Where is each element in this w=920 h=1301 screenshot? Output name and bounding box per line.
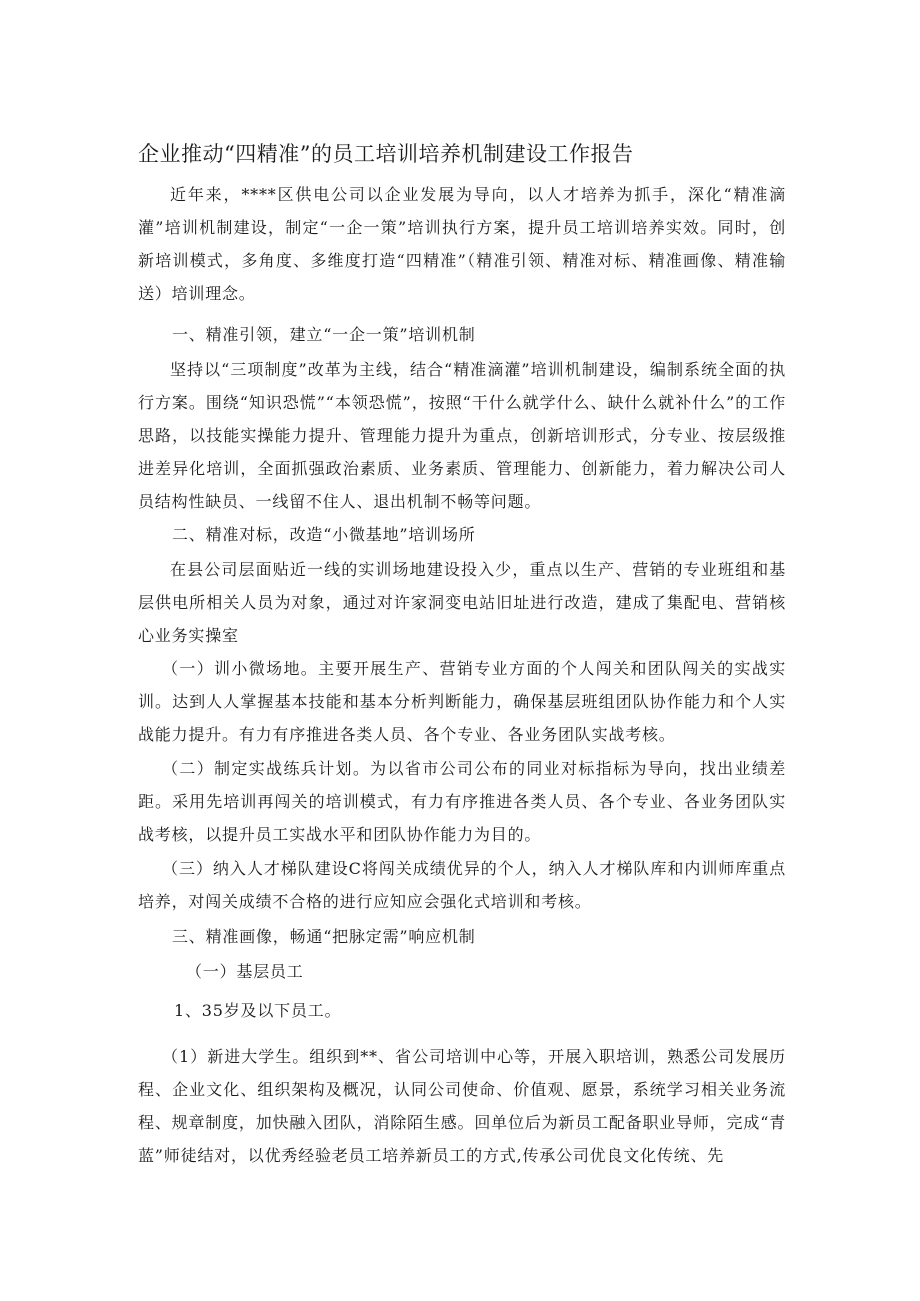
section2-paragraph: 在县公司层面贴近一线的实训场地建设投入少，重点以生产、营销的专业班组和基层供电所相关人员为对象，通过对许家洞变电站旧址进行改造，建成了集配电、营销核心业务实操室 [138, 560, 786, 645]
section3-subheading-basic-staff: （一）基层员工 [186, 962, 304, 981]
section2-heading: 二、精准对标，改造“小微基地”培训场所 [172, 525, 476, 544]
section2-item1-paragraph: （一）训小微场地。主要开展生产、营销专业方面的个人闯关和团队闯关的实战实训。达到人人掌握基本技能和基本分析判断能力，确保基层班组团队协作能力和个人实战能力提升。有力有序推进各类人员、各个专业、各业务团队实战考核。 [138, 659, 786, 744]
section3-heading: 三、精准画像，畅通“把脉定需”响应机制 [172, 927, 476, 946]
section2-item2-paragraph: （二）制定实战练兵计划。为以省市公司公布的同业对标指标为导向，找出业绩差距。采用先培训再闯关的培训模式，有力有序推进各类人员、各个专业、各业务团队实战考核，以提升员工实战水平和团队协作能力为目的。 [138, 759, 786, 844]
intro-paragraph: 近年来，****区供电公司以企业发展为导向，以人才培养为抓手，深化“精准滴灌”培训机制建设，制定“一企一策”培训执行方案，提升员工培训培养实效。同时，创新培训模式，多角度、多维度打造“四精准”（精准引领、精准对标、精准画像、精准输送）培训理念。 [138, 185, 786, 303]
section3-new-graduates-paragraph: （1）新进大学生。组织到**、省公司培训中心等，开展入职培训，熟悉公司发展历程、企业文化、组织架构及概况，认同公司使命、价值观、愿景，系统学习相关业务流程、规章制度，加快融入团队，消除陌生感。回单位后为新员工配备职业导师，完成“青蓝”师徒结对，以优秀经验老员工培养新员工的方式,传承公司优良文化传统、先 [138, 1047, 786, 1165]
section3-item-under35: 1、35岁及以下员工。 [174, 1001, 342, 1020]
section1-paragraph: 坚持以“三项制度”改革为主线，结合“精准滴灌”培训机制建设，编制系统全面的执行方案。围绕“知识恐慌”“本领恐慌”，按照“干什么就学什么、缺什么就补什么”的工作思路，以技能实操能力提升、管理能力提升为重点，创新培训形式，分专业、按层级推进差异化培训，全面抓强政治素质、业务素质、管理能力、创新能力，着力解决公司人员结构性缺员、一线留不住人、退出机制不畅等问题。 [138, 360, 786, 511]
document-title: 企业推动“四精准”的员工培训培养机制建设工作报告 [138, 142, 634, 166]
section1-heading: 一、精准引领，建立“一企一策”培训机制 [172, 325, 476, 344]
section2-item3-paragraph: （三）纳入人才梯队建设C将闯关成绩优异的个人，纳入人才梯队库和内训师库重点培养，对闯关成绩不合格的进行应知应会强化式培训和考核。 [138, 859, 786, 911]
